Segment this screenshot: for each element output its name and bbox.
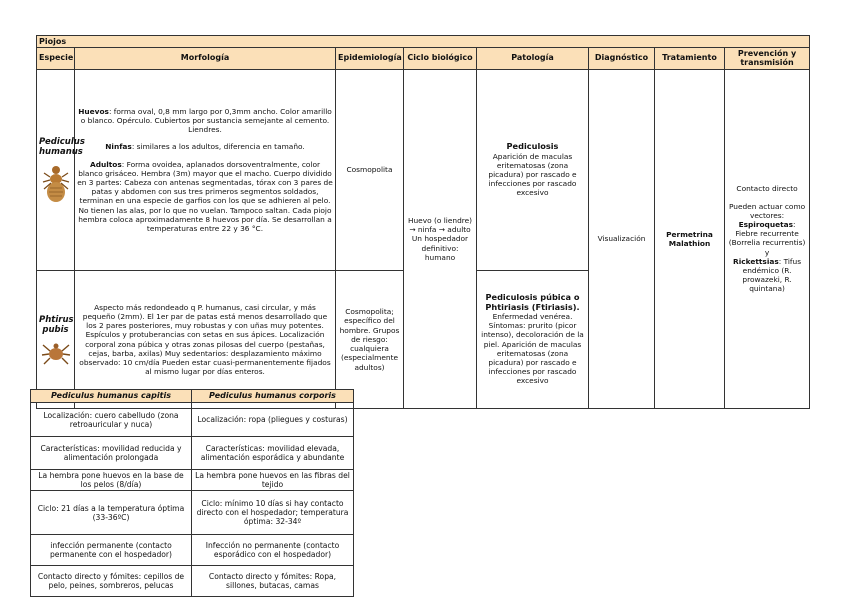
table-cell: Localización: ropa (pliegues y costuras): [192, 403, 354, 437]
espiroquetas-text: : Fiebre recurrente (Borrelia recurrentis) y: [728, 219, 806, 257]
header-epidemiologia: Epidemiología: [336, 48, 404, 70]
table-cell: Infección no permanente (contacto esporádico con el hospedador): [192, 535, 354, 566]
table-title: Piojos: [37, 36, 810, 48]
huevos-text: : forma oval, 0,8 mm largo por 0,3mm ancho. Color amarillo o blanco. Opérculo. Cubiertos por sustancia semejante al cemento. Liendres.: [80, 106, 332, 135]
patologia-cell: [477, 271, 589, 409]
diagnostico-cell: Visualización: [589, 70, 655, 409]
table-row: [31, 535, 354, 566]
species-cell: [37, 271, 75, 409]
ninfas-text: : similares a los adultos, diferencia en tamaño.: [131, 142, 305, 152]
header-morfologia: Morfología: [75, 48, 336, 70]
phtirus-illustration: [42, 341, 70, 365]
species-cell: [37, 70, 85, 271]
species-name: Pediculus humanus: [39, 137, 85, 157]
patologia-title: Pediculosis: [506, 141, 559, 152]
adultos-label: Adultos: [89, 159, 122, 169]
comparison-table: [30, 389, 354, 597]
header-capitis: Pediculus humanus capitis: [31, 390, 192, 403]
table-cell: Ciclo: mínimo 10 días si hay contacto directo con el hospedador; temperatura óptima: 32-34º: [192, 491, 354, 535]
header-tratamiento: Tratamiento: [655, 48, 725, 70]
lice-table: [36, 35, 810, 409]
table-cell: Localización: cuero cabelludo (zona retroauricular y nuca): [31, 403, 192, 437]
table-row: [37, 70, 810, 271]
espiroquetas-label: Espiroquetas: [738, 219, 794, 229]
prevencion-vectores: Pueden actuar como vectores:: [728, 201, 806, 220]
header-especie: Especie: [37, 48, 75, 70]
huevos-label: Huevos: [78, 106, 109, 116]
table-row: [31, 470, 354, 491]
tratamiento-text: Permetrina Malathion: [666, 229, 713, 248]
table-row: [31, 437, 354, 470]
header-diagnostico: Diagnóstico: [589, 48, 655, 70]
table-cell: La hembra pone huevos en las fibras del tejido: [192, 470, 354, 491]
table-cell: infección permanente (contacto permanente con el hospedador): [31, 535, 192, 566]
epidemiologia-cell: Cosmopolita: [336, 70, 404, 271]
prevencion-contacto: Contacto directo: [736, 184, 798, 194]
table-row: [31, 403, 354, 437]
header-ciclo: Ciclo biológico: [404, 48, 477, 70]
table-cell: La hembra pone huevos en la base de los pelos (8/día): [31, 470, 192, 491]
tratamiento-cell: [655, 70, 725, 409]
patologia-title: Pediculosis púbica o Phtiriasis (Ftiriasis).: [485, 292, 580, 312]
table-cell: Contacto directo y fómites: Ropa, sillones, butacas, camas: [192, 566, 354, 597]
patologia-cell: [477, 70, 589, 271]
ciclo-cell: Huevo (o liendre) → ninfa → adulto Un hospedador definitivo: humano: [404, 70, 477, 409]
ninfas-label: Ninfas: [105, 142, 132, 152]
adultos-text: : Forma ovoidea, aplanados dorsoventralmente, color blanco grisáceo. Hembra (3m) mayor que el macho. Cuerpo dividido en 3 partes: Cabeza con antenas segmentadas, tórax con 3 pares de patas y abdomen con sus tres primeros segmentos soldados, terminan en una especie de garfios con los que se adhieren al pelo. No tienen las alas, por lo que no vuelan. Tampoco saltan. Cada piojo hembra coloca aproximadamente 8 huevos por día. Se desarrollan a temperaturas entre 22 y 36 °C.: [77, 159, 333, 234]
header-prevencion: Prevención y transmisión: [725, 48, 810, 70]
table-row: [31, 566, 354, 597]
epidemiologia-cell: Cosmopolita; específico del hombre. Grupos de riesgo: cualquiera (especialmente adultos): [336, 271, 404, 409]
pediculus-illustration: [43, 163, 69, 203]
prevencion-cell: [725, 70, 810, 409]
header-patologia: Patología: [477, 48, 589, 70]
table-row: [31, 491, 354, 535]
table-cell: Características: movilidad reducida y alimentación prolongada: [31, 437, 192, 470]
rickettsias-text: : Tifus endémico (R. prowazeki, R. quintana): [742, 256, 802, 294]
patologia-text: Enfermedad venérea. Síntomas: prurito (picor intenso), decoloración de la piel. Aparición de maculas eritematosas (zona picadura) por rascado e infecciones por rascado excesivo: [481, 311, 584, 386]
table-cell: Características: movilidad elevada, alimentación esporádica y abundante: [192, 437, 354, 470]
species-name: Phtirus pubis: [39, 314, 74, 335]
rickettsias-label: Rickettsias: [733, 256, 779, 266]
table-cell: Contacto directo y fómites: cepillos de pelo, peines, sombreros, pelucas: [31, 566, 192, 597]
patologia-text: Aparición de maculas eritematosas (zona picadura) por rascado e infecciones por rascado excesivo: [488, 151, 577, 198]
table-cell: Ciclo: 21 días a la temperatura óptima (33-36ºC): [31, 491, 192, 535]
morfologia-cell: [75, 70, 336, 271]
morfologia-cell: Aspecto más redondeado q P. humanus, casi circular, y más pequeño (2mm). El 1er par de patas está menos desarrollado que los 2 pares posteriores, muy robustas y con uñas muy potentes. Espículos y protuberancias con setas en sus ápices. Localización corporal zona púbica y otras zonas pilosas del cuerpo (pestañas, cejas, barba, axilas) Muy sedentarios: desplazamiento máximo observado: 10 cm/día Pueden estar cuasi-permanentemente fijados al mismo lugar por días enteros.: [75, 271, 336, 409]
header-corporis: Pediculus humanus corporis: [192, 390, 354, 403]
